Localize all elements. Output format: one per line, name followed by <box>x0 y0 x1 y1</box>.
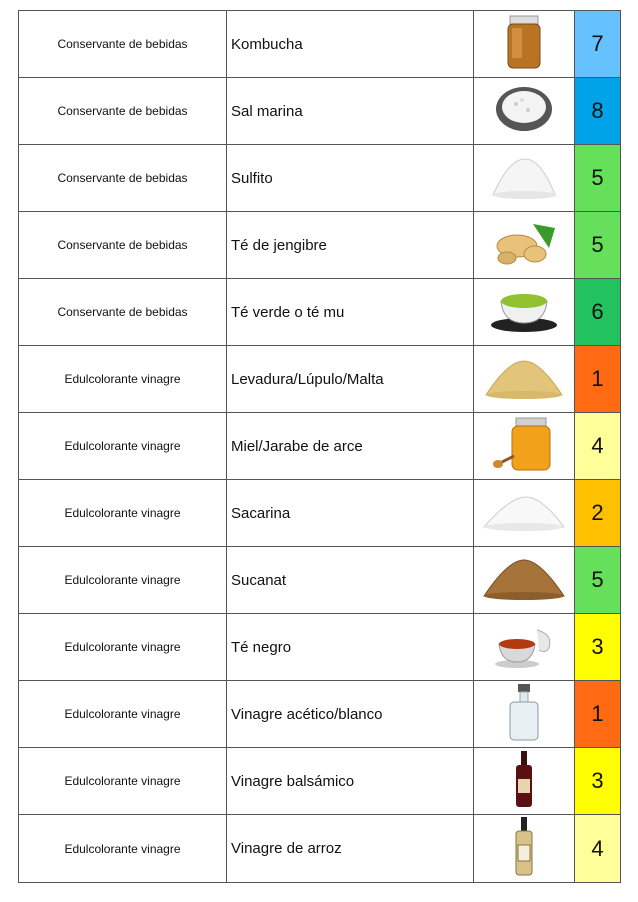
sea-salt-bowl-icon <box>494 84 554 139</box>
white-vinegar-bottle-icon <box>504 682 544 747</box>
ingredient-name-cell: Sucanat <box>227 547 474 614</box>
ingredient-name-cell: Miel/Jarabe de arce <box>227 413 474 480</box>
table-row <box>19 346 621 413</box>
saccharin-pile-icon <box>482 491 566 536</box>
ingredients-table <box>18 10 621 883</box>
category-cell: Conservante de bebidas <box>19 11 227 78</box>
image-cell <box>474 11 575 78</box>
table-row <box>19 480 621 547</box>
table-row <box>19 614 621 681</box>
table-row <box>19 815 621 883</box>
image-cell <box>474 748 575 815</box>
ingredient-name-cell: Vinagre de arroz <box>227 815 474 883</box>
table-row <box>19 78 621 145</box>
table-row <box>19 547 621 614</box>
category-cell: Edulcolorante vinagre <box>19 346 227 413</box>
image-cell <box>474 279 575 346</box>
table-row <box>19 413 621 480</box>
ingredient-name-cell: Kombucha <box>227 11 474 78</box>
score-cell: 5 <box>575 212 621 279</box>
score-cell: 7 <box>575 11 621 78</box>
score-cell: 4 <box>575 413 621 480</box>
green-tea-cup-icon <box>489 287 559 338</box>
ingredient-name-cell: Té verde o té mu <box>227 279 474 346</box>
ingredient-name-cell: Sal marina <box>227 78 474 145</box>
table-row <box>19 145 621 212</box>
category-cell: Conservante de bebidas <box>19 212 227 279</box>
ingredient-name-cell: Vinagre acético/blanco <box>227 681 474 748</box>
category-cell: Edulcolorante vinagre <box>19 815 227 883</box>
category-cell: Edulcolorante vinagre <box>19 681 227 748</box>
white-powder-icon <box>489 153 559 204</box>
score-cell: 5 <box>575 145 621 212</box>
ingredient-name-cell: Vinagre balsámico <box>227 748 474 815</box>
score-cell: 5 <box>575 547 621 614</box>
ingredient-name-cell: Té de jengibre <box>227 212 474 279</box>
ingredient-name-cell: Té negro <box>227 614 474 681</box>
score-cell: 1 <box>575 681 621 748</box>
image-cell <box>474 815 575 883</box>
rice-vinegar-bottle-icon <box>512 815 536 882</box>
ingredient-name-cell: Sacarina <box>227 480 474 547</box>
image-cell <box>474 480 575 547</box>
sucanat-pile-icon <box>482 556 566 605</box>
category-cell: Edulcolorante vinagre <box>19 413 227 480</box>
ginger-root-icon <box>489 218 559 273</box>
category-cell: Conservante de bebidas <box>19 145 227 212</box>
honey-jar-icon <box>492 416 556 477</box>
black-tea-cup-icon <box>493 620 555 675</box>
category-cell: Edulcolorante vinagre <box>19 614 227 681</box>
image-cell <box>474 681 575 748</box>
score-cell: 4 <box>575 815 621 883</box>
table-row <box>19 212 621 279</box>
score-cell: 3 <box>575 614 621 681</box>
image-cell <box>474 614 575 681</box>
table-row <box>19 279 621 346</box>
table-row <box>19 748 621 815</box>
kombucha-jar-icon <box>504 14 544 75</box>
ingredient-name-cell: Sulfito <box>227 145 474 212</box>
table-row <box>19 11 621 78</box>
image-cell <box>474 212 575 279</box>
image-cell <box>474 413 575 480</box>
ingredients-table-body <box>19 11 621 883</box>
category-cell: Edulcolorante vinagre <box>19 748 227 815</box>
score-cell: 6 <box>575 279 621 346</box>
table-row <box>19 681 621 748</box>
yeast-pile-icon <box>484 355 564 404</box>
category-cell: Conservante de bebidas <box>19 279 227 346</box>
ingredient-name-cell: Levadura/Lúpulo/Malta <box>227 346 474 413</box>
balsamic-bottle-icon <box>512 749 536 814</box>
image-cell <box>474 547 575 614</box>
image-cell <box>474 78 575 145</box>
image-cell <box>474 145 575 212</box>
category-cell: Conservante de bebidas <box>19 78 227 145</box>
category-cell: Edulcolorante vinagre <box>19 480 227 547</box>
score-cell: 1 <box>575 346 621 413</box>
score-cell: 8 <box>575 78 621 145</box>
image-cell <box>474 346 575 413</box>
score-cell: 3 <box>575 748 621 815</box>
score-cell: 2 <box>575 480 621 547</box>
category-cell: Edulcolorante vinagre <box>19 547 227 614</box>
